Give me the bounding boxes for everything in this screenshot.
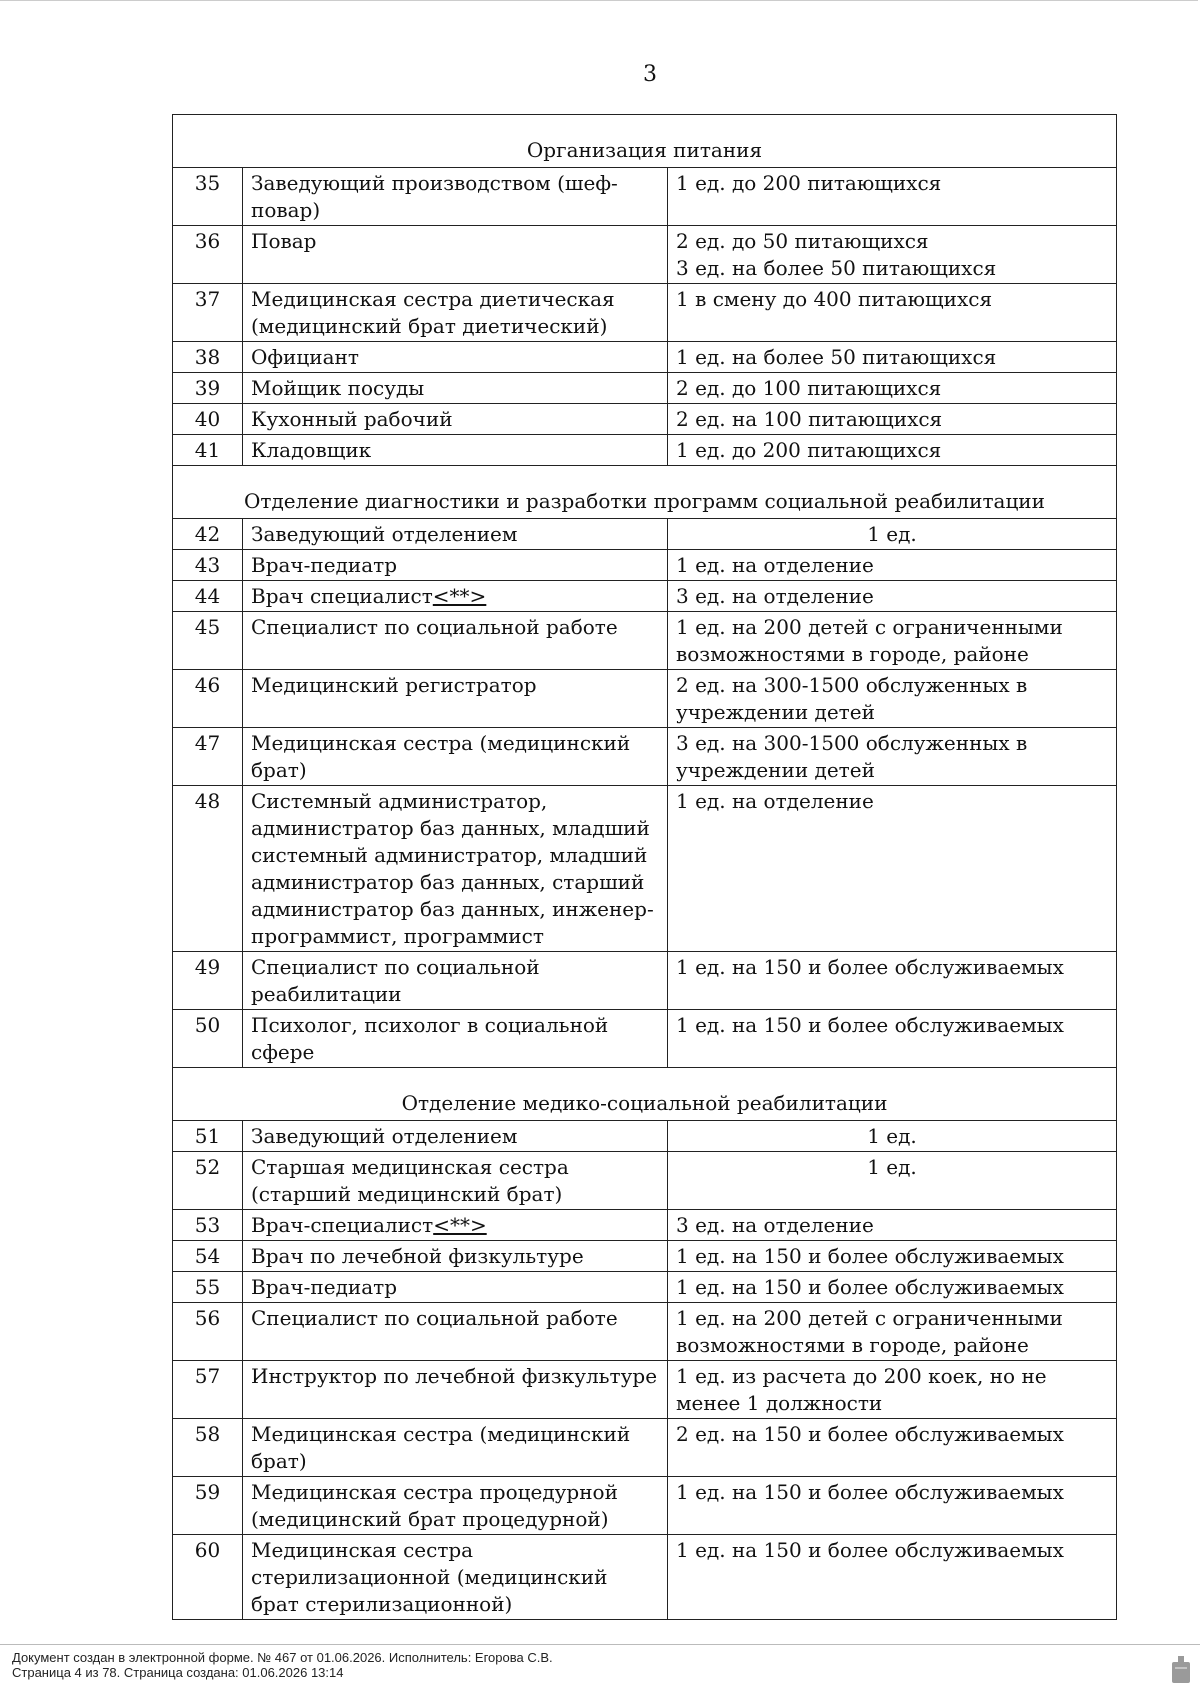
position-name: Медицинская сестра стерилизационной (медицинский брат стерилизационной) bbox=[251, 1538, 608, 1616]
staff-norm: 1 ед. из расчета до 200 коек, но не менее 1 должности bbox=[668, 1361, 1117, 1419]
position-name: Заведующий отделением bbox=[251, 522, 518, 546]
table-row bbox=[173, 1361, 1117, 1419]
position-name: Медицинская сестра диетическая (медицинский брат диетический) bbox=[251, 287, 615, 338]
position-name: Мойщик посуды bbox=[251, 376, 425, 400]
row-number: 56 bbox=[173, 1303, 243, 1361]
table-row bbox=[173, 670, 1117, 728]
row-number: 44 bbox=[173, 581, 243, 612]
row-number: 35 bbox=[173, 168, 243, 226]
staff-norm: 1 в смену до 400 питающихся bbox=[668, 284, 1117, 342]
staff-norm: 1 ед. bbox=[668, 1121, 1117, 1152]
section-header-row bbox=[173, 466, 1117, 519]
section-title: Организация питания bbox=[173, 115, 1117, 168]
position-cell bbox=[243, 435, 668, 466]
position-cell bbox=[243, 1210, 668, 1241]
table-row bbox=[173, 342, 1117, 373]
staff-norm: 2 ед. на 150 и более обслуживаемых bbox=[668, 1419, 1117, 1477]
staff-norm: 1 ед. до 200 питающихся bbox=[668, 168, 1117, 226]
row-number: 40 bbox=[173, 404, 243, 435]
row-number: 41 bbox=[173, 435, 243, 466]
table-row bbox=[173, 435, 1117, 466]
position-cell bbox=[243, 168, 668, 226]
row-number: 46 bbox=[173, 670, 243, 728]
table-row bbox=[173, 952, 1117, 1010]
table-row bbox=[173, 1010, 1117, 1068]
position-cell bbox=[243, 519, 668, 550]
table-row bbox=[173, 1419, 1117, 1477]
position-cell bbox=[243, 1303, 668, 1361]
position-name: Врач специалист bbox=[251, 584, 433, 608]
row-number: 60 bbox=[173, 1535, 243, 1620]
footnote-reference: <**> bbox=[432, 584, 487, 608]
row-number: 38 bbox=[173, 342, 243, 373]
table-row bbox=[173, 284, 1117, 342]
table-row bbox=[173, 404, 1117, 435]
staff-norm: 1 ед. на 150 и более обслуживаемых bbox=[668, 1535, 1117, 1620]
position-cell bbox=[243, 1477, 668, 1535]
table-row bbox=[173, 786, 1117, 952]
position-cell bbox=[243, 670, 668, 728]
table-row bbox=[173, 1303, 1117, 1361]
position-cell bbox=[243, 1361, 668, 1419]
row-number: 54 bbox=[173, 1241, 243, 1272]
staffing-table bbox=[172, 114, 1117, 1620]
row-number: 50 bbox=[173, 1010, 243, 1068]
table-row bbox=[173, 728, 1117, 786]
position-cell bbox=[243, 226, 668, 284]
section-title: Отделение медико-социальной реабилитации bbox=[173, 1068, 1117, 1121]
document-stamp-icon bbox=[1170, 1654, 1192, 1684]
table-row bbox=[173, 519, 1117, 550]
row-number: 37 bbox=[173, 284, 243, 342]
staff-norm: 1 ед. на 150 и более обслуживаемых bbox=[668, 1272, 1117, 1303]
position-cell bbox=[243, 1152, 668, 1210]
position-name: Медицинская сестра процедурной (медицинский брат процедурной) bbox=[251, 1480, 618, 1531]
position-name: Заведующий отделением bbox=[251, 1124, 518, 1148]
position-name: Кладовщик bbox=[251, 438, 372, 462]
position-cell bbox=[243, 1121, 668, 1152]
position-cell bbox=[243, 1241, 668, 1272]
table-row bbox=[173, 581, 1117, 612]
document-footer bbox=[12, 1650, 553, 1680]
section-header-row bbox=[173, 115, 1117, 168]
table-row bbox=[173, 1535, 1117, 1620]
table-row bbox=[173, 373, 1117, 404]
position-cell bbox=[243, 284, 668, 342]
position-cell bbox=[243, 404, 668, 435]
position-name: Медицинская сестра (медицинский брат) bbox=[251, 731, 631, 782]
staff-norm: 2 ед. на 100 питающихся bbox=[668, 404, 1117, 435]
position-cell bbox=[243, 373, 668, 404]
staff-norm: 2 ед. на 300-1500 обслуженных в учреждении детей bbox=[668, 670, 1117, 728]
position-name: Врач-педиатр bbox=[251, 553, 398, 577]
staff-norm: 2 ед. до 50 питающихся 3 ед. на более 50 питающихся bbox=[668, 226, 1117, 284]
position-name: Системный администратор, администратор баз данных, младший системный администратор, младший администратор баз данных, старший администратор баз данных, инженер-программист, программист bbox=[251, 789, 654, 948]
row-number: 59 bbox=[173, 1477, 243, 1535]
row-number: 48 bbox=[173, 786, 243, 952]
section-title: Отделение диагностики и разработки программ социальной реабилитации bbox=[173, 466, 1117, 519]
position-name: Официант bbox=[251, 345, 359, 369]
staff-norm: 3 ед. на отделение bbox=[668, 1210, 1117, 1241]
position-cell bbox=[243, 1272, 668, 1303]
position-cell bbox=[243, 952, 668, 1010]
row-number: 53 bbox=[173, 1210, 243, 1241]
table-row bbox=[173, 168, 1117, 226]
position-name: Повар bbox=[251, 229, 317, 253]
position-name: Медицинская сестра (медицинский брат) bbox=[251, 1422, 631, 1473]
staff-norm: 1 ед. на 150 и более обслуживаемых bbox=[668, 1010, 1117, 1068]
table-row bbox=[173, 1152, 1117, 1210]
position-name: Медицинский регистратор bbox=[251, 673, 537, 697]
staffing-table-body bbox=[173, 115, 1117, 1620]
row-number: 47 bbox=[173, 728, 243, 786]
staff-norm: 1 ед. bbox=[668, 1152, 1117, 1210]
position-cell bbox=[243, 1010, 668, 1068]
table-row bbox=[173, 226, 1117, 284]
row-number: 51 bbox=[173, 1121, 243, 1152]
position-cell bbox=[243, 550, 668, 581]
table-row bbox=[173, 1272, 1117, 1303]
row-number: 52 bbox=[173, 1152, 243, 1210]
position-name: Инструктор по лечебной физкультуре bbox=[251, 1364, 658, 1388]
footnote-reference: <**> bbox=[433, 1213, 487, 1237]
section-header-row bbox=[173, 1068, 1117, 1121]
staff-norm: 1 ед. на более 50 питающихся bbox=[668, 342, 1117, 373]
position-name: Специалист по социальной реабилитации bbox=[251, 955, 540, 1006]
table-row bbox=[173, 1241, 1117, 1272]
position-name: Кухонный рабочий bbox=[251, 407, 453, 431]
staff-norm: 2 ед. до 100 питающихся bbox=[668, 373, 1117, 404]
staff-norm: 1 ед. на 150 и более обслуживаемых bbox=[668, 952, 1117, 1010]
table-row bbox=[173, 1477, 1117, 1535]
table-row bbox=[173, 612, 1117, 670]
position-name: Специалист по социальной работе bbox=[251, 615, 618, 639]
staff-norm: 1 ед. на 200 детей с ограниченными возможностями в городе, районе bbox=[668, 612, 1117, 670]
position-cell bbox=[243, 786, 668, 952]
position-name: Врач-специалист bbox=[251, 1213, 434, 1237]
position-cell bbox=[243, 342, 668, 373]
staff-norm: 3 ед. на отделение bbox=[668, 581, 1117, 612]
position-name: Специалист по социальной работе bbox=[251, 1306, 618, 1330]
position-cell bbox=[243, 1535, 668, 1620]
row-number: 42 bbox=[173, 519, 243, 550]
row-number: 55 bbox=[173, 1272, 243, 1303]
position-cell bbox=[243, 581, 668, 612]
staff-norm: 1 ед. bbox=[668, 519, 1117, 550]
table-row bbox=[173, 550, 1117, 581]
staffing-table-wrapper bbox=[172, 114, 1116, 1620]
page-edge bbox=[0, 0, 1198, 2]
footer-line-2: Страница 4 из 78. Страница создана: 01.06.2026 13:14 bbox=[12, 1665, 344, 1680]
footer-line-1: Документ создан в электронной форме. № 467 от 01.06.2026. Исполнитель: Егорова С.В. bbox=[12, 1650, 553, 1665]
staff-norm: 1 ед. на 200 детей с ограниченными возможностями в городе, районе bbox=[668, 1303, 1117, 1361]
staff-norm: 1 ед. на отделение bbox=[668, 786, 1117, 952]
row-number: 45 bbox=[173, 612, 243, 670]
staff-norm: 1 ед. на 150 и более обслуживаемых bbox=[668, 1241, 1117, 1272]
position-name: Врач-педиатр bbox=[251, 1275, 398, 1299]
position-cell bbox=[243, 1419, 668, 1477]
table-row bbox=[173, 1121, 1117, 1152]
row-number: 36 bbox=[173, 226, 243, 284]
row-number: 49 bbox=[173, 952, 243, 1010]
position-cell bbox=[243, 612, 668, 670]
row-number: 57 bbox=[173, 1361, 243, 1419]
position-name: Заведующий производством (шеф-повар) bbox=[251, 171, 618, 222]
position-name: Психолог, психолог в социальной сфере bbox=[251, 1013, 609, 1064]
row-number: 43 bbox=[173, 550, 243, 581]
staff-norm: 3 ед. на 300-1500 обслуженных в учреждении детей bbox=[668, 728, 1117, 786]
position-cell bbox=[243, 728, 668, 786]
page-number: 3 bbox=[643, 62, 657, 87]
position-name: Врач по лечебной физкультуре bbox=[251, 1244, 584, 1268]
row-number: 39 bbox=[173, 373, 243, 404]
row-number: 58 bbox=[173, 1419, 243, 1477]
table-row bbox=[173, 1210, 1117, 1241]
staff-norm: 1 ед. на отделение bbox=[668, 550, 1117, 581]
position-name: Старшая медицинская сестра (старший медицинский брат) bbox=[251, 1155, 569, 1206]
footer-divider bbox=[0, 1644, 1200, 1645]
staff-norm: 1 ед. до 200 питающихся bbox=[668, 435, 1117, 466]
staff-norm: 1 ед. на 150 и более обслуживаемых bbox=[668, 1477, 1117, 1535]
